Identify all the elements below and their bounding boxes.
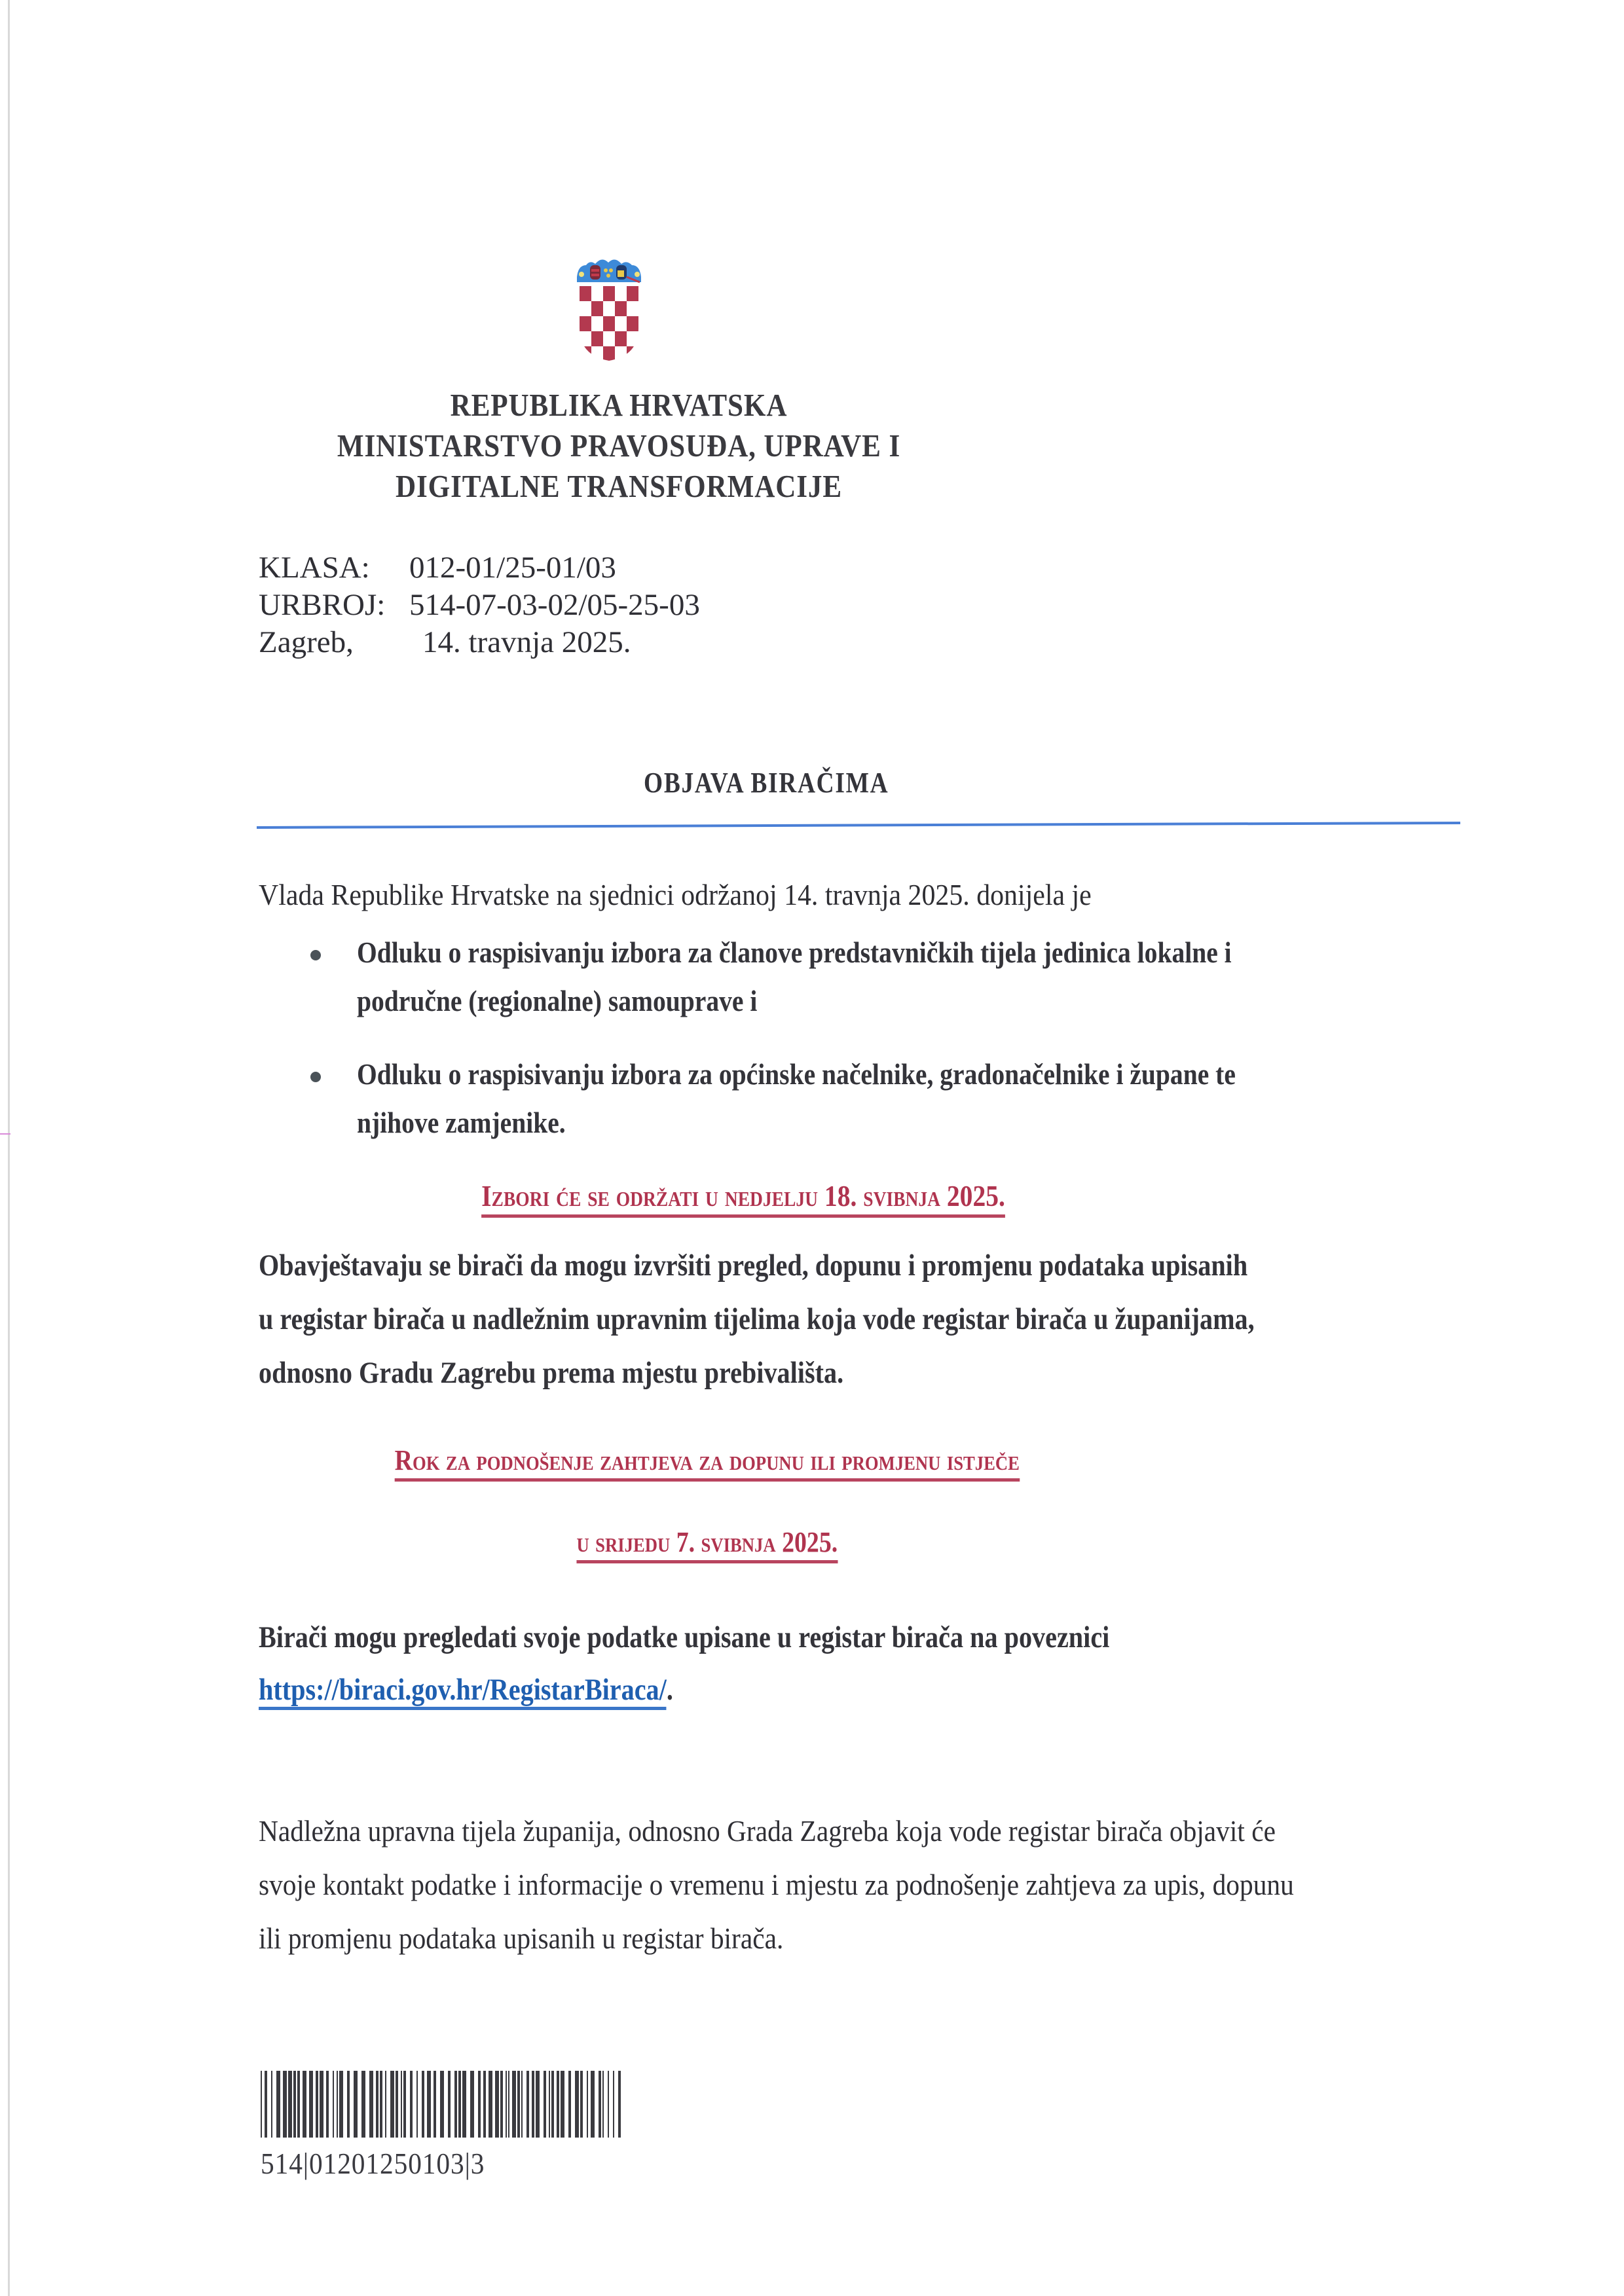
- decision-2-line-1: Odluku o raspisivanju izbora za općinske načelnike, gradonačelnike i župane te: [357, 1057, 1236, 1091]
- bullet-icon: [310, 1072, 321, 1082]
- barcode-bar: [369, 2071, 373, 2138]
- register-link-row: [259, 1672, 673, 1707]
- inform-line-3: odnosno Gradu Zagrebu prema mjestu prebivališta.: [259, 1356, 844, 1390]
- decision-1-line-2: područne (regionalne) samouprave i: [357, 984, 758, 1017]
- klasa-label: KLASA:: [259, 551, 370, 585]
- barcode-bar: [403, 2071, 406, 2138]
- barcode-bar: [478, 2071, 481, 2138]
- date-value: 14. travnja 2025.: [422, 625, 631, 659]
- barcode-bar: [454, 2071, 457, 2138]
- barcode-bar: [271, 2071, 272, 2138]
- crown: [577, 259, 641, 282]
- klasa-row: [259, 550, 616, 585]
- coat-of-arms-icon: [572, 251, 646, 362]
- deadline-text-1: Rok za podnošenje zahtjeva za dopunu ili promjenu istječe: [395, 1444, 1020, 1482]
- barcode-bar: [506, 2071, 507, 2138]
- barcode-bar: [512, 2071, 516, 2138]
- election-date-text: Izbori će se održati u nedjelju 18. svibnja 2025.: [481, 1178, 1005, 1218]
- barcode-bar: [483, 2071, 486, 2138]
- barcode-bar: [422, 2071, 424, 2138]
- letterhead-ministry: MINISTARSTVO PRAVOSUĐA, UPRAVE I: [337, 428, 901, 464]
- barcode-bar: [261, 2071, 262, 2138]
- title-divider: [257, 822, 1460, 829]
- barcode-bar: [551, 2071, 554, 2138]
- barcode-bar: [613, 2071, 614, 2138]
- document-title-text: OBJAVA BIRAČIMA: [643, 767, 889, 799]
- authorities-line-2: svoje kontakt podatke i informacije o vremenu i mjestu za podnošenje zahtjeva za upis, dopunu: [259, 1868, 1294, 1901]
- barcode-bar: [440, 2071, 444, 2138]
- barcode-bar: [385, 2071, 386, 2138]
- barcode-bar: [591, 2071, 595, 2138]
- barcode-bar: [297, 2071, 300, 2138]
- barcode-bar: [557, 2071, 559, 2138]
- barcode-bar: [561, 2071, 564, 2138]
- barcode-bar: [283, 2071, 287, 2138]
- authorities-line-3: ili promjenu podataka upisanih u registar birača.: [259, 1922, 784, 1955]
- barcode: [261, 2071, 622, 2138]
- barcode-bar: [361, 2071, 365, 2138]
- barcode-bar: [434, 2071, 436, 2138]
- inform-line-1: Obavještavaju se birači da mogu izvršiti pregled, dopunu i promjenu podataka upisanih: [259, 1248, 1248, 1283]
- barcode-bar: [462, 2071, 466, 2138]
- barcode-bar: [401, 2071, 402, 2138]
- barcode-bar: [458, 2071, 461, 2138]
- barcode-bar: [532, 2071, 534, 2138]
- barcode-bar: [580, 2071, 583, 2138]
- urbroj-label: URBROJ:: [259, 588, 386, 622]
- barcode-bar: [333, 2071, 334, 2138]
- barcode-bar: [276, 2071, 280, 2138]
- barcode-bar: [517, 2071, 520, 2138]
- barcode-bar: [508, 2071, 509, 2138]
- deadline-text-2: u srijedu 7. svibnja 2025.: [577, 1525, 838, 1563]
- barcode-bar: [549, 2071, 550, 2138]
- register-link-tail: .: [666, 1673, 673, 1707]
- barcode-bar: [316, 2071, 318, 2138]
- barcode-bar: [380, 2071, 382, 2138]
- barcode-bar: [293, 2071, 296, 2138]
- barcode-bar: [448, 2071, 451, 2138]
- barcode-bar: [320, 2071, 323, 2138]
- barcode-bar: [544, 2071, 546, 2138]
- barcode-bar: [288, 2071, 292, 2138]
- barcode-bar: [396, 2071, 398, 2138]
- barcode-bar: [521, 2071, 523, 2138]
- barcode-bar: [416, 2071, 418, 2138]
- document-title: [0, 766, 1624, 799]
- barcode-bar: [575, 2071, 579, 2138]
- date-row: [259, 625, 631, 660]
- barcode-bar: [303, 2071, 306, 2138]
- decision-1-line-1: Odluku o raspisivanju izbora za članove predstavničkih tijela jedinica lokalne i: [357, 936, 1232, 969]
- barcode-bar: [354, 2071, 358, 2138]
- barcode-bar: [618, 2071, 621, 2138]
- barcode-bar: [568, 2071, 571, 2138]
- urbroj-row: [259, 587, 700, 623]
- barcode-bar: [309, 2071, 313, 2138]
- barcode-bar: [410, 2071, 413, 2138]
- barcode-bar: [347, 2071, 350, 2138]
- checkered-shield: [580, 286, 638, 361]
- place-label: Zagreb,: [259, 625, 354, 659]
- scan-edge-line: [8, 0, 10, 2296]
- barcode-bar: [599, 2071, 601, 2138]
- voters-check-line: Birači mogu pregledati svoje podatke upisane u registar birača na poveznici: [259, 1620, 1110, 1654]
- barcode-bar: [500, 2071, 503, 2138]
- election-date-notice: [0, 1178, 1555, 1218]
- barcode-bar: [326, 2071, 329, 2138]
- barcode-bar: [489, 2071, 492, 2138]
- barcode-bar: [602, 2071, 604, 2138]
- register-link[interactable]: https://biraci.gov.hr/RegistarBiraca/: [259, 1673, 667, 1710]
- klasa-value: 012-01/25-01/03: [409, 551, 616, 585]
- barcode-bar: [337, 2071, 338, 2138]
- scan-edge-mark: [0, 1133, 10, 1135]
- deadline-notice-line-2: [0, 1525, 1519, 1563]
- barcode-bar: [608, 2071, 609, 2138]
- barcode-bar: [265, 2071, 267, 2138]
- barcode-bar: [536, 2071, 540, 2138]
- barcode-bar: [470, 2071, 474, 2138]
- inform-line-2: u registar birača u nadležnim upravnim tijelima koja vode registar birača u županijama,: [259, 1302, 1255, 1336]
- deadline-notice-line-1: [0, 1444, 1519, 1482]
- barcode-bar: [376, 2071, 378, 2138]
- urbroj-value: 514-07-03-02/05-25-03: [409, 588, 700, 622]
- decision-2-line-2: njihove zamjenike.: [357, 1106, 566, 1139]
- barcode-bar: [495, 2071, 499, 2138]
- barcode-bar: [390, 2071, 394, 2138]
- barcode-number: 514|01201250103|3: [261, 2147, 485, 2180]
- barcode-bar: [339, 2071, 343, 2138]
- authorities-line-1: Nadležna upravna tijela županija, odnosno Grada Zagreba koja vode registar birača objavit će: [259, 1814, 1276, 1848]
- barcode-bar: [587, 2071, 588, 2138]
- barcode-bar: [526, 2071, 529, 2138]
- intro-paragraph: Vlada Republike Hrvatske na sjednici održanoj 14. travnja 2025. donijela je: [259, 878, 1092, 911]
- letterhead-republic: REPUBLIKA HRVATSKA: [450, 387, 788, 423]
- barcode-bar: [427, 2071, 431, 2138]
- letterhead-ministry-cont: DIGITALNE TRANSFORMACIJE: [396, 468, 842, 504]
- bullet-icon: [310, 950, 321, 960]
